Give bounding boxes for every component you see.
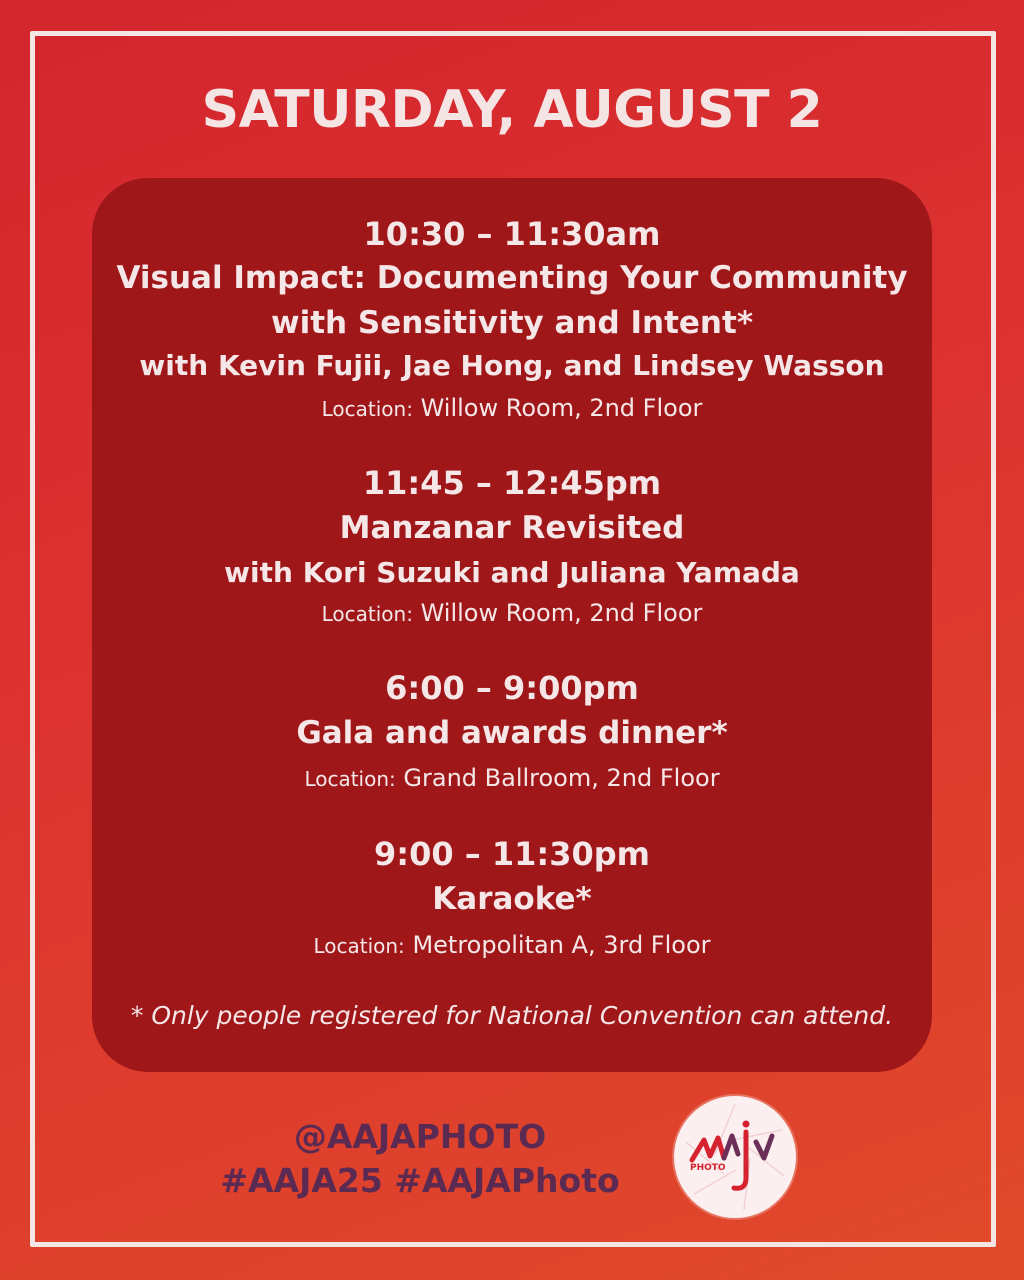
event-location-label: Location: [313,934,405,958]
event-time: 11:45 – 12:45pm [362,464,662,502]
event-location-value: Willow Room, 2nd Floor [420,394,703,422]
event-location [0,762,1024,795]
page-title: SATURDAY, AUGUST 2 [201,80,823,140]
event-title: Visual Impact: Documenting Your Community [116,260,908,296]
event-location-value: Grand Ballroom, 2nd Floor [403,764,720,792]
event-speakers: with Kevin Fujii, Jae Hong, and Lindsey Wasson [139,349,885,382]
aaja-photo-logo-graphic [674,1096,796,1218]
event-title: Karaoke* [432,881,592,917]
event-title: Manzanar Revisited [339,510,685,546]
event-location-value: Metropolitan A, 3rd Floor [412,931,711,959]
event-location [0,929,1024,962]
hashtags: #AAJA25 #AAJAPhoto [220,1161,620,1200]
event-location [0,392,1024,425]
event-title: with Sensitivity and Intent* [270,305,754,341]
event-time: 6:00 – 9:00pm [385,669,639,707]
aaja-photo-logo-icon [674,1096,796,1218]
social-handle: @AAJAPHOTO [293,1117,547,1156]
event-time: 10:30 – 11:30am [363,215,661,253]
event-title: Gala and awards dinner* [296,715,728,751]
event-time: 9:00 – 11:30pm [374,835,650,873]
footnote: * Only people registered for National Convention can attend. [130,1001,894,1030]
event-location-value: Willow Room, 2nd Floor [420,599,703,627]
event-location-label: Location: [321,602,413,626]
event-location-label: Location: [304,767,396,791]
event-speakers: with Kori Suzuki and Juliana Yamada [224,556,800,589]
logo-text: PHOTO [690,1163,726,1173]
event-location [0,597,1024,630]
event-location-label: Location: [321,397,413,421]
